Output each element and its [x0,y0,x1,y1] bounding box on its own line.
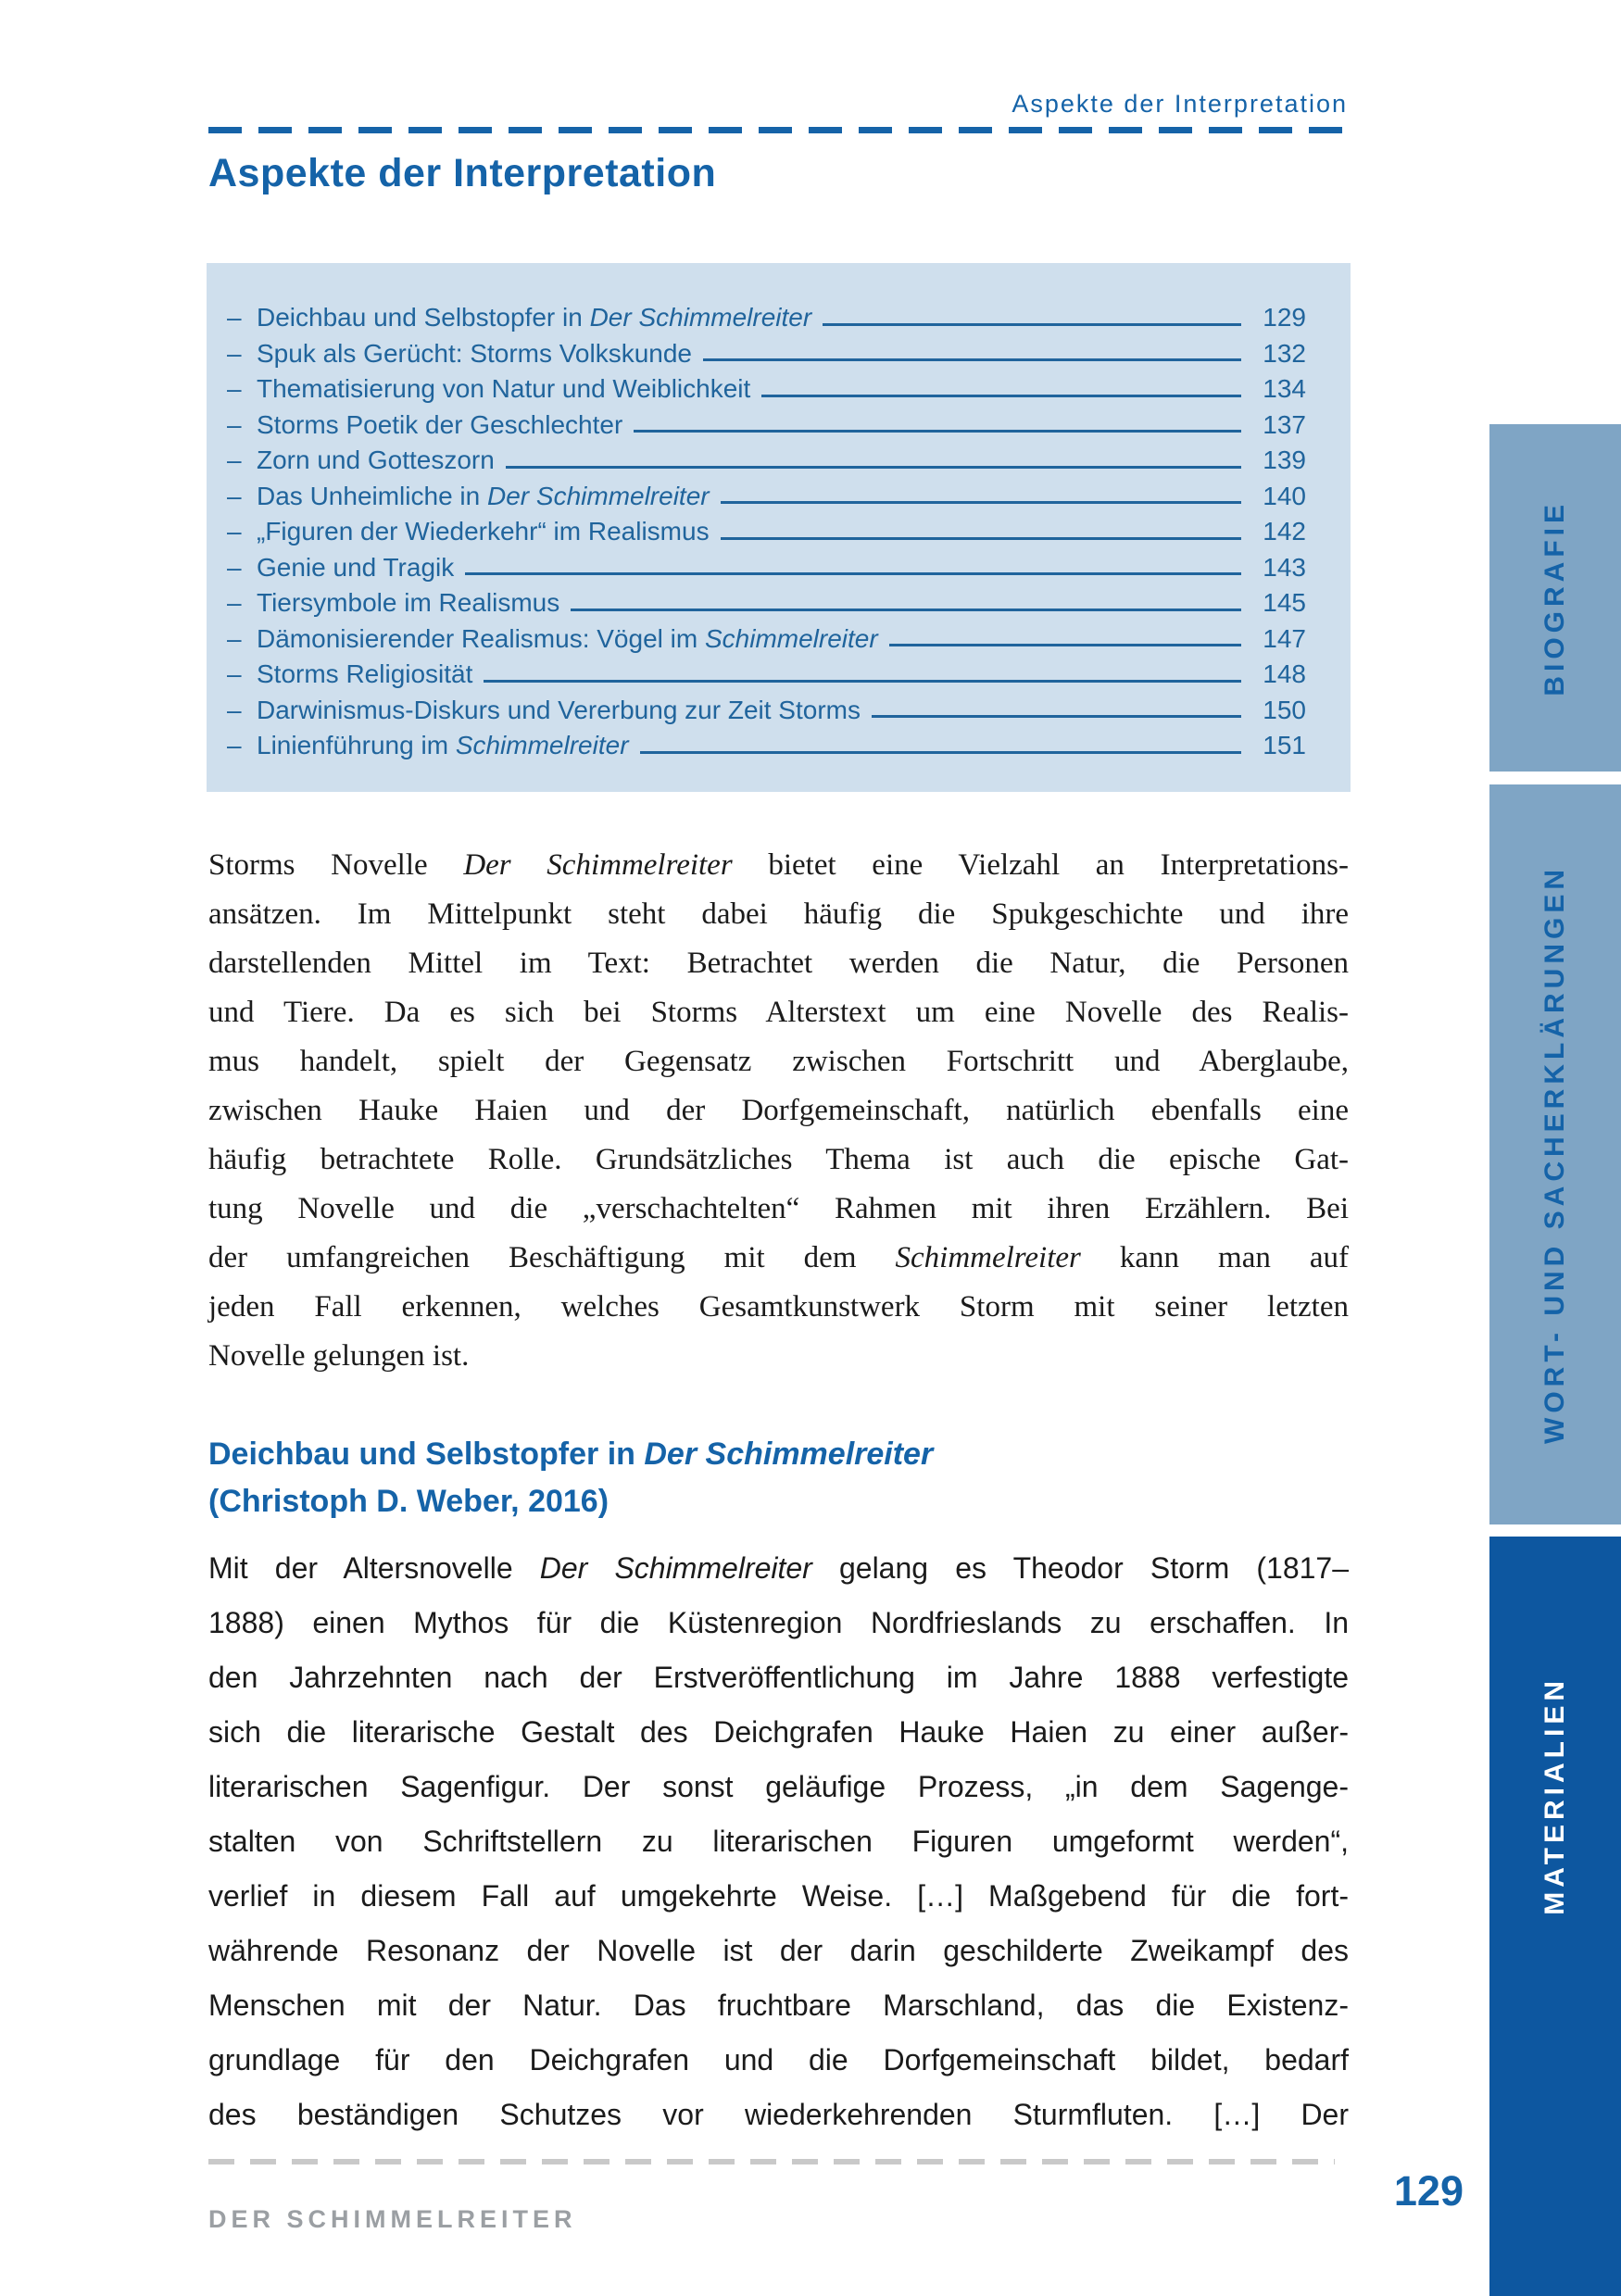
italic-text-run: Der Schimmelreiter [487,481,710,510]
text-line [208,1541,1349,1596]
toc-item-label [257,479,710,515]
footer-dashed-rule [208,2159,1335,2164]
italic-text-run: Schimmelreiter [704,623,878,653]
text-run: währende Resonanz der Novelle ist der darin geschilderte Zweikampf des [208,1934,1349,1967]
text-line [208,939,1349,988]
toc-item-dash: – [227,303,242,332]
text-line [208,1086,1349,1135]
toc-item-label [257,300,811,336]
toc-item-dash: – [227,338,242,368]
toc-item-dash: – [227,695,242,724]
text-line [208,988,1349,1037]
toc-item-page: 140 [1263,481,1306,510]
toc-item-label [257,514,710,550]
text-run: ansätzen. Im Mittelpunkt steht dabei häufig die Spukgeschichte und ihre [208,897,1349,931]
text-run: Deichbau und Selbstopfer in [208,1437,645,1472]
text-line [208,1037,1349,1086]
text-run: Tiersymbole im Realismus [257,588,560,617]
section-heading-line-1 [208,1431,1349,1478]
toc-leader-line [465,572,1241,575]
text-line [208,1705,1349,1760]
toc-item[interactable] [225,585,1306,621]
toc-item-page: 145 [1263,588,1306,617]
text-run: häufig betrachtete Rolle. Grundsätzliches Thema ist auch die epische Gat- [208,1143,1349,1176]
header-dashed-rule [208,127,1348,133]
text-line [208,1650,1349,1705]
text-run: der umfangreichen Beschäftigung mit dem [208,1241,896,1274]
toc-item-label [257,585,559,621]
toc-item-page: 129 [1263,303,1306,332]
text-run: 1888) einen Mythos für die Küstenregion Nordfrieslands zu erschaffen. In [208,1606,1349,1639]
italic-text-run: Schimmelreiter [455,731,629,759]
toc-item-label [257,336,692,372]
toc-leader-line [823,323,1241,326]
toc-item-page: 137 [1263,409,1306,439]
text-run: Novelle gelungen ist. [208,1339,470,1373]
toc-leader-line [484,680,1241,683]
sidebar-tab-materialien[interactable] [1489,1537,1621,2296]
text-run: Menschen mit der Natur. Das fruchtbare Marschland, das die Existenz- [208,1989,1349,2022]
sidebar-tab-biografie-label: BIOGRAFIE [1539,499,1570,696]
text-run: jeden Fall erkennen, welches Gesamtkunstwerk Storm mit seiner letzten [208,1290,1349,1324]
text-line [208,1185,1349,1234]
toc-item[interactable] [225,657,1306,693]
text-run: stalten von Schriftstellern zu literarischen Figuren umgeformt werden“, [208,1825,1349,1858]
toc-item-page: 139 [1263,445,1306,474]
text-line [208,1135,1349,1185]
text-line [208,890,1349,939]
toc-item[interactable] [225,621,1306,658]
text-line [208,2033,1349,2088]
toc-leader-line [703,358,1241,361]
toc-item-label [257,693,861,729]
toc-item-dash: – [227,552,242,582]
toc-item-page: 134 [1263,374,1306,403]
text-run: und Tiere. Da es sich bei Storms Alterstext um eine Novelle des Realis- [208,996,1349,1029]
footer-page-number: 129 [1393,2167,1464,2214]
tab-label-wrap [1489,784,1621,1524]
footer-book-title: DER SCHIMMELREITER [208,2205,577,2233]
toc-item-label [257,728,629,764]
toc-item-dash: – [227,517,242,546]
text-run: Mit der Altersnovelle [208,1551,540,1585]
text-run: grundlage für den Deichgrafen und die Dorfgemeinschaft bildet, bedarf [208,2043,1349,2076]
italic-text-run: Der Schimmelreiter [463,848,733,882]
toc-item-label [257,408,622,444]
toc-item[interactable] [225,300,1306,336]
section-body [208,1541,1349,2142]
text-run: kann man auf [1080,1241,1349,1274]
toc-item[interactable] [225,336,1306,372]
toc-leader-line [571,609,1241,611]
toc-leader-line [640,751,1241,754]
toc-item-page: 150 [1263,695,1306,724]
intro-paragraph [208,841,1349,1381]
text-line [208,1234,1349,1283]
text-run: des beständigen Schutzes vor wiederkehrenden Sturmfluten. […] Der [208,2098,1349,2131]
text-run: Dämonisierender Realismus: Vögel im [257,623,705,653]
toc-item-page: 142 [1263,517,1306,546]
text-line [208,1332,1349,1381]
text-run: tung Novelle und die „verschachtelten“ Rahmen mit ihren Erzählern. Bei [208,1192,1349,1225]
text-run: darstellenden Mittel im Text: Betrachtet werden die Natur, die Personen [208,947,1349,980]
toc-item-dash: – [227,659,242,688]
toc-item-label [257,443,495,479]
toc-item-page: 147 [1263,623,1306,653]
text-line [208,1869,1349,1924]
text-run: Das Unheimliche in [257,481,487,510]
text-run: den Jahrzehnten nach der Erstveröffentlichung im Jahre 1888 verfestigte [208,1661,1349,1694]
text-run: gelang es Theodor Storm (1817– [811,1551,1350,1585]
text-run: sich die literarische Gestalt des Deichgrafen Hauke Haien zu einer außer- [208,1715,1349,1749]
toc-item-page: 148 [1263,659,1306,688]
italic-text-run: Der Schimmelreiter [539,1551,812,1585]
text-run: Linienführung im [257,731,456,759]
text-run: verlief in diesem Fall auf umgekehrte Weise. […] Maßgebend für die fort- [208,1879,1349,1913]
section-heading [208,1431,1349,1525]
text-run: Darwinismus-Diskurs und Vererbung zur Zeit Storms [257,695,861,724]
tab-label-wrap [1489,1537,1621,2055]
toc-item-dash: – [227,588,242,617]
page-title: Aspekte der Interpretation [208,151,717,195]
italic-text-run: Der Schimmelreiter [644,1437,934,1472]
toc-leader-line [721,537,1241,540]
toc-item-dash: – [227,445,242,474]
text-run: Deichbau und Selbstopfer in [257,303,590,332]
toc-item-label [257,371,750,408]
toc-item[interactable] [225,514,1306,550]
toc-item[interactable] [225,371,1306,408]
text-run: Spuk als Gerücht: Storms Volkskunde [257,338,692,368]
toc-item[interactable] [225,693,1306,729]
toc-leader-line [761,395,1241,397]
running-head: Aspekte der Interpretation [1012,90,1348,118]
text-run: Genie und Tragik [257,552,455,582]
toc-item-page: 151 [1263,731,1306,759]
text-line [208,1924,1349,1978]
text-line [208,2088,1349,2142]
text-run: Storms Religiosität [257,659,473,688]
sidebar-tab-wort-und-sacherklaerungen[interactable] [1489,784,1621,1524]
toc-item-dash: – [227,623,242,653]
text-line [208,1283,1349,1332]
sidebar-tab-wort-und-sacherklaerungen-label: WORT- UND SACHERKLÄRUNGEN [1539,865,1570,1444]
text-line [208,841,1349,890]
toc-item[interactable] [225,479,1306,515]
text-run: Storms Poetik der Geschlechter [257,409,623,439]
toc-item[interactable] [225,408,1306,444]
toc-item-page: 143 [1263,552,1306,582]
toc-leader-line [506,466,1241,469]
text-run: „Figuren der Wiederkehr“ im Realismus [257,517,710,546]
text-run: literarischen Sagenfigur. Der sonst geläufige Prozess, „in dem Sagenge- [208,1770,1349,1803]
text-run: Thematisierung von Natur und Weiblichkeit [257,374,751,403]
text-run: (Christoph D. Weber, 2016) [208,1484,609,1519]
sidebar-tab-biografie[interactable] [1489,424,1621,772]
sidebar-tab-materialien-label: MATERIALIEN [1539,1676,1570,1915]
text-line [208,1760,1349,1814]
toc-item-dash: – [227,481,242,510]
toc-leader-line [721,501,1241,504]
tab-label-wrap [1489,424,1621,772]
toc-item-page: 132 [1263,338,1306,368]
toc-item-label [257,621,878,658]
toc-item-dash: – [227,409,242,439]
section-heading-line-2 [208,1478,1349,1525]
toc-item-label [257,550,454,586]
toc-item[interactable] [225,550,1306,586]
toc-box [207,263,1351,792]
text-line [208,1596,1349,1650]
toc-item-label [257,657,472,693]
text-run: bietet eine Vielzahl an Interpretations- [732,848,1350,882]
italic-text-run: Schimmelreiter [895,1241,1081,1274]
toc-leader-line [889,644,1241,646]
toc-leader-line [634,430,1241,433]
text-run: Storms Novelle [208,848,464,882]
text-run: mus handelt, spielt der Gegensatz zwischen Fortschritt und Aberglaube, [208,1045,1349,1078]
text-line [208,1814,1349,1869]
toc-item-dash: – [227,374,242,403]
italic-text-run: Der Schimmelreiter [589,303,812,332]
text-line [208,1978,1349,2033]
toc-item-dash: – [227,731,242,759]
toc-list [225,300,1306,764]
toc-leader-line [872,715,1241,718]
toc-item[interactable] [225,728,1306,764]
toc-item[interactable] [225,443,1306,479]
text-run: zwischen Hauke Haien und der Dorfgemeinschaft, natürlich ebenfalls eine [208,1094,1349,1127]
text-run: Zorn und Gotteszorn [257,445,495,474]
